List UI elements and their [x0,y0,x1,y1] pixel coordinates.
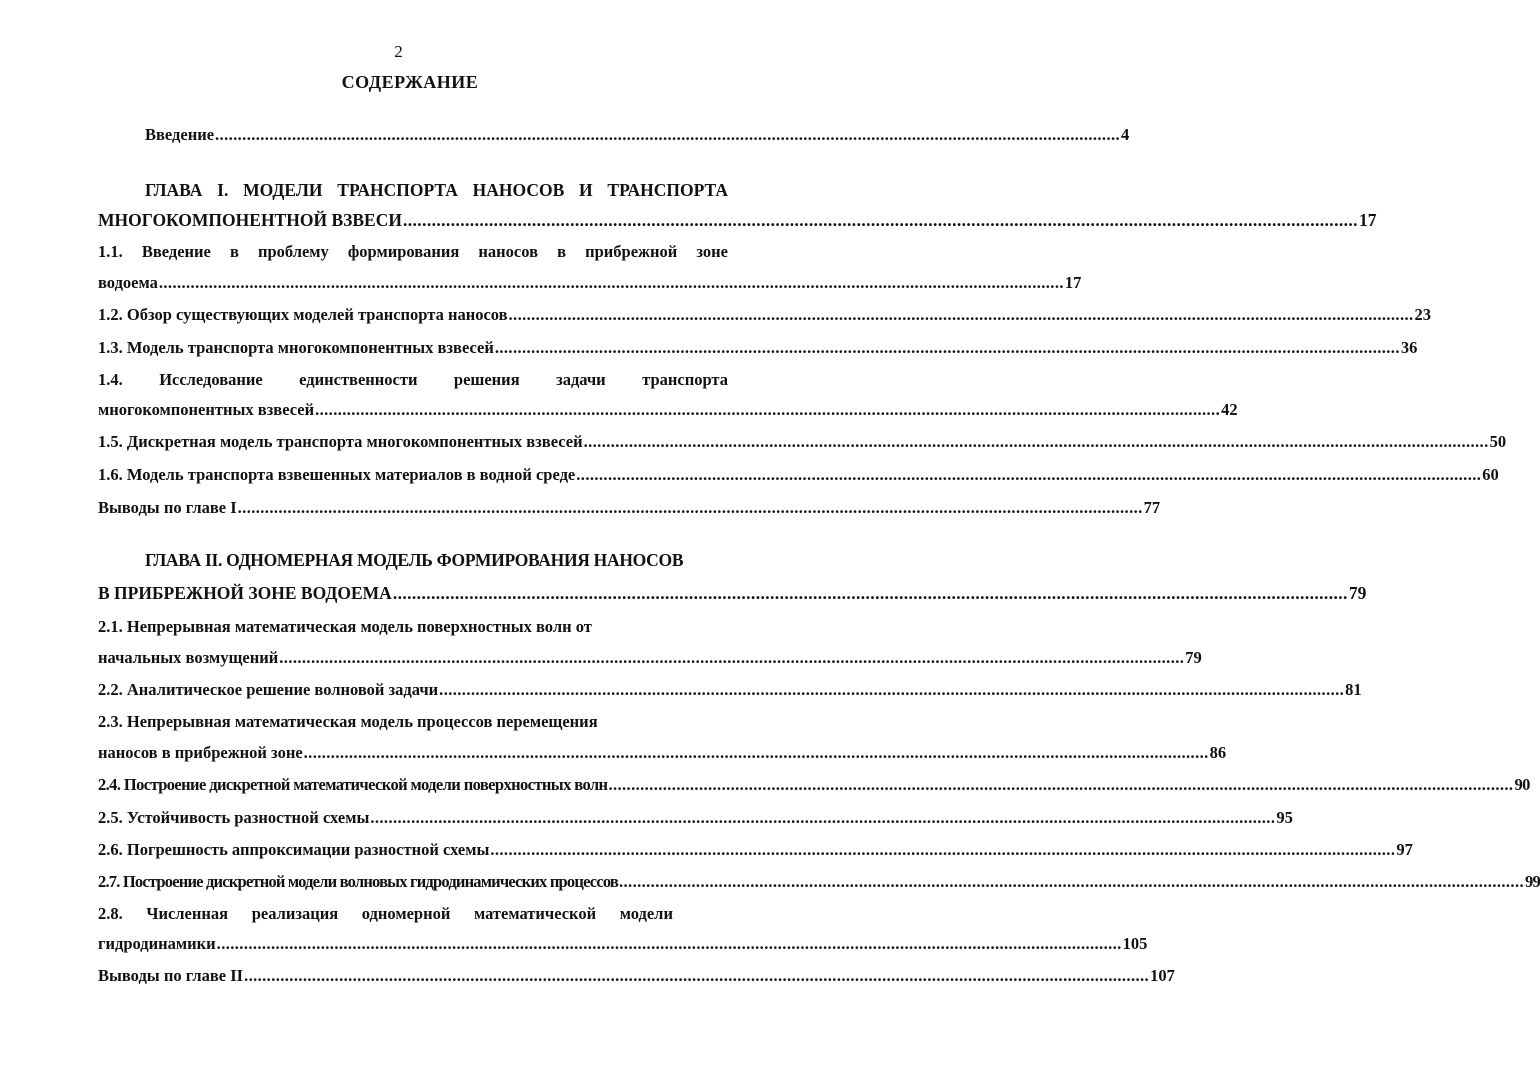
toc-entry-1-6[interactable] [98,465,1499,485]
entry-word: 1.1. [98,242,123,261]
toc-entry-page: 4 [1121,125,1130,144]
toc-entry-label: наносов в прибрежной зоне [98,743,303,762]
toc-entry-page: 99 [1525,872,1540,891]
toc-entry-2-7[interactable] [98,872,1540,892]
toc-entry-label: водоема [98,273,158,292]
toc-entry-2-1-line1[interactable]: 2.1. Непрерывная математическая модель поверхностных волн от [98,617,592,636]
toc-entry-label: Введение [145,125,215,144]
dot-leader: ........................................................................................................................................................................................................ [508,305,1414,324]
toc-entry-conclusions-2[interactable] [98,966,1175,986]
toc-entry-label: 1.5. Дискретная модель транспорта многокомпонентных взвесей [98,432,583,451]
dot-leader: ........................................................................................................................................................................................................ [490,840,1396,859]
toc-entry-2-2[interactable] [98,680,1362,700]
toc-entry-label: 2.6. Погрешность аппроксимации разностной схемы [98,840,490,859]
toc-entry-page: 17 [1064,273,1082,292]
toc-entry-intro[interactable] [145,125,1130,145]
toc-entry-label: 2.5. Устойчивость разностной схемы [98,808,370,827]
entry-word: наносов [478,242,538,261]
toc-entry-page: 23 [1414,305,1432,324]
entry-word: одномерной [361,904,451,923]
toc-entry-2-4[interactable] [98,775,1530,795]
toc-entry-label: МНОГОКОМПОНЕНТНОЙ ВЗВЕСИ [98,210,402,230]
dot-leader: ........................................................................................................................................................................................................ [392,583,1348,603]
toc-entry-1-3[interactable] [98,338,1418,358]
toc-entry-page: 90 [1514,775,1530,794]
toc-entry-label: начальных возмущений [98,648,279,667]
dot-leader: ........................................................................................................................................................................................................ [216,934,1122,953]
entry-word: Исследование [159,370,263,389]
entry-word: Введение [141,242,211,261]
dot-leader: ........................................................................................................................................................................................................ [244,966,1150,985]
dot-leader: ........................................................................................................................................................................................................ [158,273,1064,292]
entry-word: проблему [257,242,329,261]
toc-title: СОДЕРЖАНИЕ [341,72,479,92]
dot-leader: ........................................................................................................................................................................................................ [370,808,1276,827]
toc-entry-2-5[interactable] [98,808,1293,828]
heading-word: НАНОСОВ [472,180,565,200]
toc-entry-page: 97 [1396,840,1413,859]
entry-word: задачи [556,370,606,389]
entry-word: зоне [696,242,728,261]
entry-word: математической [473,904,597,923]
entry-word: решения [453,370,520,389]
toc-entry-page: 81 [1345,680,1362,699]
entry-word: в [229,242,239,261]
toc-entry-2-3-line2[interactable] [98,743,1227,763]
toc-entry-page: 79 [1185,648,1202,667]
toc-entry-1-4-line2[interactable] [98,400,1238,420]
toc-entry-1-2[interactable] [98,305,1432,325]
toc-entry-page: 79 [1348,583,1367,603]
heading-word: ТРАНСПОРТА [607,180,728,200]
toc-entry-1-4-line1[interactable] [98,370,728,390]
toc-entry-label: 2.4. Построение дискретной математической модели поверхностных волн [98,775,608,794]
toc-entry-2-1-line2[interactable] [98,648,1202,668]
toc-entry-page: 105 [1122,934,1148,953]
entry-word: 2.8. [98,904,123,923]
toc-entry-page: 50 [1489,432,1507,451]
heading-word: ГЛАВА [145,180,203,200]
toc-entry-page: 77 [1143,498,1161,517]
toc-entry-page: 95 [1276,808,1293,827]
dot-leader: ........................................................................................................................................................................................................ [608,775,1514,794]
toc-entry-label: Выводы по главе I [98,498,237,517]
dot-leader: ........................................................................................................................................................................................................ [315,400,1221,419]
toc-entry-1-1-line1[interactable] [98,242,728,262]
toc-entry-page: 17 [1358,210,1377,230]
toc-entry-2-3-line1[interactable]: 2.3. Непрерывная математическая модель процессов перемещения [98,712,598,731]
toc-entry-page: 107 [1150,966,1175,985]
chapter1-heading-line2[interactable] [98,210,1377,230]
toc-entry-page: 36 [1400,338,1418,357]
entry-word: Численная [146,904,229,923]
toc-entry-page: 86 [1209,743,1227,762]
chapter1-heading-line1[interactable] [145,180,728,200]
entry-word: модели [619,904,673,923]
toc-entry-label: 2.7. Построение дискретной модели волновых гидродинамических процессов [98,872,618,891]
toc-entry-page: 60 [1482,465,1499,484]
heading-word: МОДЕЛИ [243,180,323,200]
heading-word: ТРАНСПОРТА [337,180,458,200]
page-number: 2 [394,42,403,61]
dot-leader: ........................................................................................................................................................................................................ [439,680,1345,699]
heading-word: I. [217,180,229,200]
dot-leader: ........................................................................................................................................................................................................ [303,743,1209,762]
dot-leader: ........................................................................................................................................................................................................ [402,210,1358,230]
toc-entry-label: Выводы по главе II [98,966,244,985]
entry-word: транспорта [642,370,728,389]
dot-leader: ........................................................................................................................................................................................................ [494,338,1400,357]
toc-entry-label: гидродинамики [98,934,216,953]
entry-word: формирования [347,242,460,261]
toc-entry-2-6[interactable] [98,840,1413,860]
toc-entry-label: 1.3. Модель транспорта многокомпонентных взвесей [98,338,494,357]
toc-entry-label: 1.2. Обзор существующих моделей транспорта наносов [98,305,508,324]
toc-entry-2-8-line2[interactable] [98,934,1148,954]
toc-entry-page: 42 [1221,400,1238,419]
entry-word: реализация [251,904,339,923]
entry-word: прибрежной [585,242,678,261]
toc-entry-conclusions-1[interactable] [98,498,1161,518]
toc-entry-2-8-line1[interactable] [98,904,673,924]
dot-leader: ........................................................................................................................................................................................................ [215,125,1121,144]
toc-entry-label: многокомпонентных взвесей [98,400,315,419]
dot-leader: ........................................................................................................................................................................................................ [619,872,1524,891]
entry-word: единственности [299,370,418,389]
dot-leader: ........................................................................................................................................................................................................ [576,465,1482,484]
toc-entry-1-1-line2[interactable] [98,273,1082,293]
entry-word: в [557,242,566,261]
entry-word: 1.4. [98,370,123,389]
dot-leader: ........................................................................................................................................................................................................ [237,498,1143,517]
chapter2-heading-line2[interactable] [98,583,1367,603]
toc-entry-1-5[interactable] [98,432,1507,452]
heading-word: И [579,180,593,200]
toc-entry-label: В ПРИБРЕЖНОЙ ЗОНЕ ВОДОЕМА [98,583,392,603]
chapter2-heading-line1[interactable]: ГЛАВА II. ОДНОМЕРНАЯ МОДЕЛЬ ФОРМИРОВАНИЯ НАНОСОВ [145,550,684,570]
dot-leader: ........................................................................................................................................................................................................ [279,648,1185,667]
toc-entry-label: 2.2. Аналитическое решение волновой задачи [98,680,439,699]
toc-entry-label: 1.6. Модель транспорта взвешенных материалов в водной среде [98,465,576,484]
dot-leader: ........................................................................................................................................................................................................ [583,432,1489,451]
